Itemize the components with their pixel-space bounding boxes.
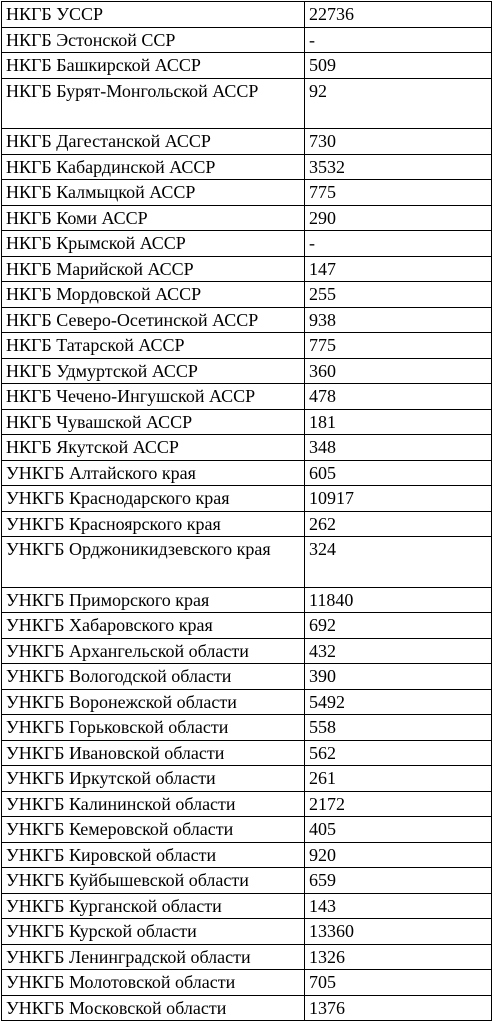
row-value-cell: 324	[305, 537, 492, 588]
table-row	[2, 460, 492, 486]
row-name-cell: УНКГБ Приморского края	[2, 587, 305, 613]
row-value-cell: 558	[305, 715, 492, 741]
row-name-cell: НКГБ Коми АССР	[2, 205, 305, 231]
row-name-cell: УНКГБ Красноярского края	[2, 511, 305, 537]
row-name-cell: НКГБ Мордовской АССР	[2, 282, 305, 308]
table-row	[2, 638, 492, 664]
table-row	[2, 740, 492, 766]
row-name-cell: НКГБ Кабардинской АССР	[2, 154, 305, 180]
row-name-cell: НКГБ Бурят-Монгольской АССР	[2, 78, 305, 129]
row-value-cell: 147	[305, 256, 492, 282]
row-name-cell: НКГБ Марийской АССР	[2, 256, 305, 282]
row-value-cell: 775	[305, 180, 492, 206]
row-name-cell: УНКГБ Вологодской области	[2, 664, 305, 690]
table-row	[2, 154, 492, 180]
row-name-cell: НКГБ Татарской АССР	[2, 333, 305, 359]
row-name-cell: НКГБ Эстонской ССР	[2, 27, 305, 53]
row-name-cell: УНКГБ Куйбышевской области	[2, 868, 305, 894]
row-name-cell: НКГБ Удмуртской АССР	[2, 358, 305, 384]
row-value-cell: 432	[305, 638, 492, 664]
row-name-cell: УНКГБ Московской области	[2, 995, 305, 1021]
table-row	[2, 689, 492, 715]
row-value-cell: 261	[305, 766, 492, 792]
row-value-cell: 509	[305, 53, 492, 79]
row-value-cell: 730	[305, 129, 492, 155]
table-row	[2, 435, 492, 461]
table-row	[2, 995, 492, 1021]
row-name-cell: УНКГБ Калининской области	[2, 791, 305, 817]
row-name-cell: УНКГБ Орджоникидзевского края	[2, 537, 305, 588]
row-name-cell: УНКГБ Иркутской области	[2, 766, 305, 792]
row-name-cell: УНКГБ Курганской области	[2, 893, 305, 919]
row-name-cell: НКГБ Чувашской АССР	[2, 409, 305, 435]
row-value-cell: 290	[305, 205, 492, 231]
table-row	[2, 817, 492, 843]
table-body	[2, 2, 492, 1021]
table-row	[2, 587, 492, 613]
row-name-cell: УНКГБ Ленинградской области	[2, 944, 305, 970]
row-name-cell: НКГБ Башкирской АССР	[2, 53, 305, 79]
row-value-cell: 605	[305, 460, 492, 486]
row-name-cell: УНКГБ Кировской области	[2, 842, 305, 868]
row-value-cell: 405	[305, 817, 492, 843]
row-name-cell: УНКГБ Горьковской области	[2, 715, 305, 741]
table-row	[2, 791, 492, 817]
table-row	[2, 384, 492, 410]
table-row	[2, 409, 492, 435]
table-row	[2, 868, 492, 894]
row-value-cell: 1376	[305, 995, 492, 1021]
row-value-cell: -	[305, 231, 492, 257]
row-value-cell: 360	[305, 358, 492, 384]
table-row	[2, 537, 492, 588]
table-row	[2, 333, 492, 359]
table-row	[2, 2, 492, 28]
table-row	[2, 231, 492, 257]
row-name-cell: НКГБ Калмыцкой АССР	[2, 180, 305, 206]
row-name-cell: НКГБ УССР	[2, 2, 305, 28]
table-row	[2, 78, 492, 129]
row-value-cell: 262	[305, 511, 492, 537]
table-row	[2, 715, 492, 741]
table-row	[2, 486, 492, 512]
table-row	[2, 129, 492, 155]
table-row	[2, 27, 492, 53]
table-row	[2, 511, 492, 537]
row-value-cell: 5492	[305, 689, 492, 715]
row-name-cell: УНКГБ Кемеровской области	[2, 817, 305, 843]
row-value-cell: 1326	[305, 944, 492, 970]
row-value-cell: 92	[305, 78, 492, 129]
table-row	[2, 256, 492, 282]
table-row	[2, 893, 492, 919]
row-name-cell: УНКГБ Ивановской области	[2, 740, 305, 766]
table-row	[2, 944, 492, 970]
row-name-cell: НКГБ Крымской АССР	[2, 231, 305, 257]
row-name-cell: НКГБ Якутской АССР	[2, 435, 305, 461]
row-value-cell: 692	[305, 613, 492, 639]
row-name-cell: УНКГБ Молотовской области	[2, 970, 305, 996]
row-value-cell: 705	[305, 970, 492, 996]
row-value-cell: 143	[305, 893, 492, 919]
row-value-cell: 181	[305, 409, 492, 435]
row-name-cell: НКГБ Дагестанской АССР	[2, 129, 305, 155]
row-value-cell: 775	[305, 333, 492, 359]
row-value-cell: 11840	[305, 587, 492, 613]
row-value-cell: 22736	[305, 2, 492, 28]
row-name-cell: УНКГБ Алтайского края	[2, 460, 305, 486]
table-row	[2, 842, 492, 868]
row-value-cell: -	[305, 27, 492, 53]
row-name-cell: УНКГБ Краснодарского края	[2, 486, 305, 512]
table-row	[2, 180, 492, 206]
table-row	[2, 307, 492, 333]
row-name-cell: УНКГБ Курской области	[2, 919, 305, 945]
table-row	[2, 282, 492, 308]
row-value-cell: 390	[305, 664, 492, 690]
table-row	[2, 766, 492, 792]
row-value-cell: 348	[305, 435, 492, 461]
row-value-cell: 2172	[305, 791, 492, 817]
row-value-cell: 13360	[305, 919, 492, 945]
row-value-cell: 659	[305, 868, 492, 894]
table-row	[2, 664, 492, 690]
row-name-cell: УНКГБ Хабаровского края	[2, 613, 305, 639]
row-value-cell: 562	[305, 740, 492, 766]
table-row	[2, 970, 492, 996]
row-value-cell: 255	[305, 282, 492, 308]
row-value-cell: 10917	[305, 486, 492, 512]
row-value-cell: 478	[305, 384, 492, 410]
nkgb-table	[1, 1, 492, 1021]
row-name-cell: УНКГБ Воронежской области	[2, 689, 305, 715]
row-name-cell: НКГБ Северо-Осетинской АССР	[2, 307, 305, 333]
row-name-cell: УНКГБ Архангельской области	[2, 638, 305, 664]
table-row	[2, 919, 492, 945]
table-row	[2, 205, 492, 231]
row-value-cell: 920	[305, 842, 492, 868]
row-value-cell: 3532	[305, 154, 492, 180]
table-row	[2, 613, 492, 639]
row-name-cell: НКГБ Чечено-Ингушской АССР	[2, 384, 305, 410]
table-row	[2, 358, 492, 384]
row-value-cell: 938	[305, 307, 492, 333]
table-row	[2, 53, 492, 79]
